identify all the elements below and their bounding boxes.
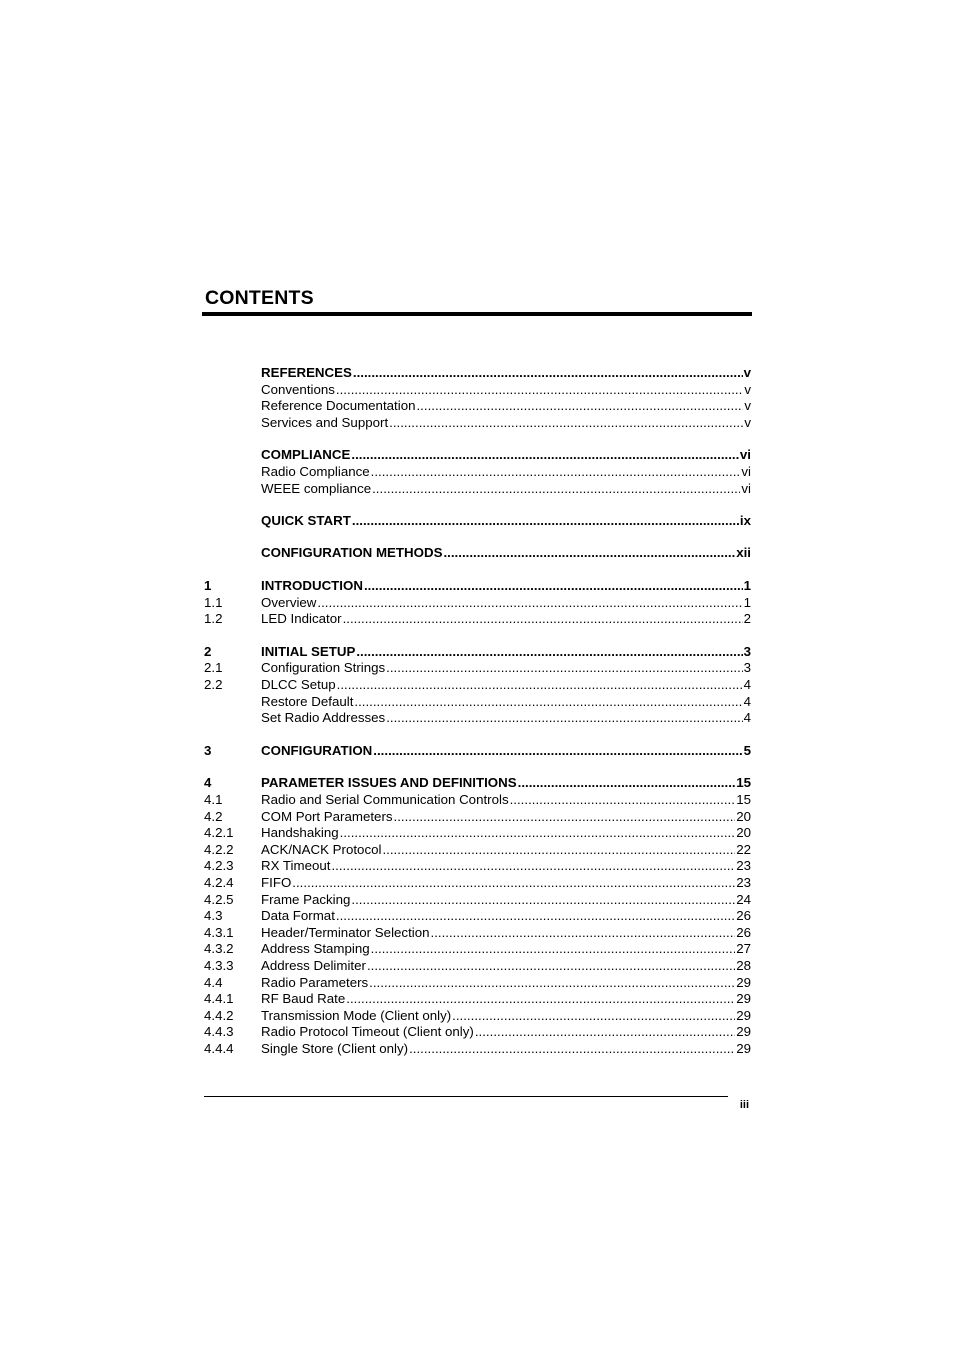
toc-page-number: 4 xyxy=(743,677,751,692)
toc-entry[interactable] xyxy=(204,874,751,891)
toc-entry[interactable] xyxy=(204,693,751,710)
toc-entry[interactable] xyxy=(204,974,751,991)
toc-dot-leader xyxy=(364,577,743,594)
toc-dot-leader xyxy=(336,381,743,398)
toc-entry-line xyxy=(261,577,751,594)
toc-entry-title: Radio Compliance xyxy=(261,464,370,479)
page-title: CONTENTS xyxy=(205,287,314,309)
toc-entry[interactable] xyxy=(204,742,751,759)
toc-entry-title: Header/Terminator Selection xyxy=(261,925,430,940)
toc-dot-leader xyxy=(373,742,742,759)
toc-entry[interactable] xyxy=(204,907,751,924)
toc-section-number: 4.2.4 xyxy=(204,875,234,890)
title-rule xyxy=(202,312,752,316)
toc-dot-leader xyxy=(431,924,736,941)
toc-dot-leader xyxy=(416,397,743,414)
toc-dot-leader xyxy=(331,857,735,874)
toc-entry-title: WEEE compliance xyxy=(261,481,372,496)
toc-entry[interactable] xyxy=(204,940,751,957)
toc-dot-leader xyxy=(382,841,735,858)
toc-entry-title: Frame Packing xyxy=(261,892,351,907)
toc-entry-title: Transmission Mode (Client only) xyxy=(261,1008,452,1023)
toc-entry-title: Radio Parameters xyxy=(261,975,369,990)
toc-entry-line xyxy=(261,874,751,891)
toc-dot-leader xyxy=(386,659,742,676)
toc-entry-title: Address Delimiter xyxy=(261,958,366,973)
toc-entry-title: Address Stamping xyxy=(261,941,370,956)
toc-section-number: 2.1 xyxy=(204,660,223,675)
toc-dot-leader xyxy=(518,774,736,791)
toc-section-number: 4.3.2 xyxy=(204,941,234,956)
toc-entry[interactable] xyxy=(204,544,751,561)
toc-dot-leader xyxy=(346,990,735,1007)
toc-entry-line xyxy=(261,742,751,759)
toc-entry[interactable] xyxy=(204,594,751,611)
toc-entry-title: RF Baud Rate xyxy=(261,991,346,1006)
toc-entry-line xyxy=(261,1023,751,1040)
toc-entry[interactable] xyxy=(204,381,751,398)
toc-entry[interactable] xyxy=(204,577,751,594)
toc-page-number: 29 xyxy=(736,1008,751,1023)
toc-entry-line xyxy=(261,907,751,924)
toc-page-number: ix xyxy=(739,513,751,528)
toc-entry-title: Data Format xyxy=(261,908,335,923)
toc-dot-leader xyxy=(292,874,735,891)
toc-entry-title: PARAMETER ISSUES AND DEFINITIONS xyxy=(261,775,517,790)
toc-entry-line xyxy=(261,791,751,808)
toc-page-number: vi xyxy=(741,464,751,479)
toc-entry-line xyxy=(261,463,751,480)
toc-entry-title: INTRODUCTION xyxy=(261,578,363,593)
toc-page-number: 1 xyxy=(743,595,751,610)
toc-dot-leader xyxy=(510,791,736,808)
toc-section-number: 1.2 xyxy=(204,611,223,626)
toc-section-number: 4.3.1 xyxy=(204,925,234,940)
footer-page-number: iii xyxy=(739,1099,749,1111)
toc-entry-title: DLCC Setup xyxy=(261,677,336,692)
toc-entry-line xyxy=(261,808,751,825)
toc-entry-line xyxy=(261,990,751,1007)
toc-page-number: 3 xyxy=(743,660,751,675)
toc-entry[interactable] xyxy=(204,446,751,463)
toc-entry-line xyxy=(261,957,751,974)
toc-entry[interactable] xyxy=(204,643,751,660)
toc-section-number: 4.4.1 xyxy=(204,991,234,1006)
toc-page-number: 23 xyxy=(736,858,751,873)
toc-entry[interactable] xyxy=(204,414,751,431)
toc-entry-title: ACK/NACK Protocol xyxy=(261,842,382,857)
toc-entry-title: INITIAL SETUP xyxy=(261,644,356,659)
toc-dot-leader xyxy=(386,709,742,726)
toc-dot-leader xyxy=(443,544,735,561)
toc-entry[interactable] xyxy=(204,463,751,480)
toc-dot-leader xyxy=(409,1040,735,1057)
toc-dot-leader xyxy=(351,446,739,463)
toc-page-number: v xyxy=(744,398,751,413)
toc-entry-title: CONFIGURATION xyxy=(261,743,373,758)
toc-entry[interactable] xyxy=(204,824,751,841)
toc-dot-leader xyxy=(351,891,735,908)
toc-section-number: 4.2.3 xyxy=(204,858,234,873)
toc-page-number: 20 xyxy=(736,809,751,824)
toc-section-number: 4.4.4 xyxy=(204,1041,234,1056)
toc-entry[interactable] xyxy=(204,1040,751,1057)
toc-entry-line xyxy=(261,381,751,398)
toc-entry-title: Single Store (Client only) xyxy=(261,1041,409,1056)
toc-page-number: v xyxy=(744,382,751,397)
toc-dot-leader xyxy=(371,463,741,480)
toc-entry[interactable] xyxy=(204,774,751,791)
toc-entry-line xyxy=(261,676,751,693)
toc-entry-line xyxy=(261,446,751,463)
toc-page-number: 4 xyxy=(743,710,751,725)
toc-entry-line xyxy=(261,414,751,431)
toc-entry-title: FIFO xyxy=(261,875,292,890)
toc-entry-line xyxy=(261,924,751,941)
toc-entry-title: REFERENCES xyxy=(261,365,352,380)
toc-entry-line xyxy=(261,659,751,676)
toc-entry-title: COMPLIANCE xyxy=(261,447,351,462)
toc-entry[interactable] xyxy=(204,891,751,908)
toc-page-number: 4 xyxy=(743,694,751,709)
toc-page-number: 5 xyxy=(743,743,751,758)
toc-dot-leader xyxy=(354,693,742,710)
toc-entry-line xyxy=(261,709,751,726)
toc-entry[interactable] xyxy=(204,480,751,497)
toc-section-number: 4.3.3 xyxy=(204,958,234,973)
toc-dot-leader xyxy=(389,414,743,431)
toc-page-number: 23 xyxy=(736,875,751,890)
toc-entry[interactable] xyxy=(204,659,751,676)
toc-section-number: 1.1 xyxy=(204,595,223,610)
toc-entry-line xyxy=(261,841,751,858)
toc-page-number: 29 xyxy=(736,975,751,990)
toc-entry-line xyxy=(261,643,751,660)
toc-entry[interactable] xyxy=(204,990,751,1007)
toc-entry-line xyxy=(261,1040,751,1057)
toc-page-number: 15 xyxy=(736,775,751,790)
toc-dot-leader xyxy=(356,643,742,660)
toc-section-number: 2 xyxy=(204,644,212,659)
footer-rule xyxy=(204,1096,728,1097)
toc-entry-line xyxy=(261,857,751,874)
toc-section-number: 4.2.5 xyxy=(204,892,234,907)
toc-entry-line xyxy=(261,397,751,414)
toc-section-number: 4.3 xyxy=(204,908,223,923)
toc-dot-leader xyxy=(317,594,742,611)
toc-entry[interactable] xyxy=(204,676,751,693)
toc-page-number: 20 xyxy=(736,825,751,840)
toc-entry[interactable] xyxy=(204,924,751,941)
toc-dot-leader xyxy=(369,974,735,991)
toc-page-number: 29 xyxy=(736,991,751,1006)
toc-section-number: 4.4 xyxy=(204,975,223,990)
toc-section-number: 4.1 xyxy=(204,792,223,807)
toc-page-number: 3 xyxy=(743,644,751,659)
toc-page-number: 27 xyxy=(736,941,751,956)
toc-entry-line xyxy=(261,774,751,791)
toc-entry-line xyxy=(261,544,751,561)
toc-page-number: 26 xyxy=(736,925,751,940)
toc-entry-line xyxy=(261,974,751,991)
toc-entry-title: Reference Documentation xyxy=(261,398,416,413)
toc-entry[interactable] xyxy=(204,397,751,414)
toc-entry[interactable] xyxy=(204,841,751,858)
toc-dot-leader xyxy=(367,957,735,974)
toc-dot-leader xyxy=(337,676,743,693)
toc-entry-title: Overview xyxy=(261,595,317,610)
toc-entry[interactable] xyxy=(204,1007,751,1024)
toc-entry-line xyxy=(261,594,751,611)
toc-entry[interactable] xyxy=(204,957,751,974)
toc-page-number: 2 xyxy=(743,611,751,626)
toc-section-number: 4.2 xyxy=(204,809,223,824)
toc-section-number: 4.4.3 xyxy=(204,1024,234,1039)
toc-entry-title: COM Port Parameters xyxy=(261,809,393,824)
toc-entry-title: Restore Default xyxy=(261,694,354,709)
toc-entry[interactable] xyxy=(204,857,751,874)
toc-entry[interactable] xyxy=(204,610,751,627)
toc-entry-line xyxy=(261,512,751,529)
toc-dot-leader xyxy=(452,1007,735,1024)
toc-section-number: 4.2.2 xyxy=(204,842,234,857)
toc-entry-title: Radio Protocol Timeout (Client only) xyxy=(261,1024,474,1039)
toc-page-number: vi xyxy=(739,447,751,462)
toc-entry-line xyxy=(261,480,751,497)
toc-dot-leader xyxy=(336,907,735,924)
toc-entry-title: Conventions xyxy=(261,382,335,397)
toc-page-number: xii xyxy=(736,545,751,560)
toc-section-number: 2.2 xyxy=(204,677,223,692)
toc-page-number: v xyxy=(743,365,751,380)
toc-page-number: 29 xyxy=(736,1041,751,1056)
toc-dot-leader xyxy=(343,610,743,627)
toc-page-number: 28 xyxy=(736,958,751,973)
toc-page-number: vi xyxy=(741,481,751,496)
toc-page-number: 15 xyxy=(736,792,751,807)
toc-section-number: 1 xyxy=(204,578,212,593)
toc-section-number: 4.2.1 xyxy=(204,825,234,840)
toc-section-number: 4.4.2 xyxy=(204,1008,234,1023)
toc-entry-title: LED Indicator xyxy=(261,611,342,626)
toc-entry-line xyxy=(261,824,751,841)
toc-page-number: 24 xyxy=(736,892,751,907)
toc-entry-title: RX Timeout xyxy=(261,858,331,873)
toc-entry[interactable] xyxy=(204,1023,751,1040)
toc-entry-title: Radio and Serial Communication Controls xyxy=(261,792,509,807)
toc-entry[interactable] xyxy=(204,791,751,808)
toc-page-number: 22 xyxy=(736,842,751,857)
toc-entry-line xyxy=(261,364,751,381)
toc-entry[interactable] xyxy=(204,512,751,529)
toc-entry-line xyxy=(261,610,751,627)
toc-entry[interactable] xyxy=(204,364,751,381)
toc-entry-title: Handshaking xyxy=(261,825,339,840)
toc-page-number: 26 xyxy=(736,908,751,923)
toc-dot-leader xyxy=(394,808,736,825)
toc-entry[interactable] xyxy=(204,709,751,726)
toc-dot-leader xyxy=(475,1023,735,1040)
toc-entry-line xyxy=(261,940,751,957)
toc-dot-leader xyxy=(372,480,740,497)
toc-dot-leader xyxy=(340,824,736,841)
toc-entry-title: Configuration Strings xyxy=(261,660,386,675)
toc-dot-leader xyxy=(353,364,743,381)
toc-entry-title: QUICK START xyxy=(261,513,351,528)
toc-page-number: 1 xyxy=(743,578,751,593)
toc-entry-line xyxy=(261,693,751,710)
toc-entry-line xyxy=(261,891,751,908)
toc-section-number: 3 xyxy=(204,743,212,758)
toc-entry-title: CONFIGURATION METHODS xyxy=(261,545,443,560)
toc-entry[interactable] xyxy=(204,808,751,825)
toc-dot-leader xyxy=(371,940,736,957)
toc-section-number: 4 xyxy=(204,775,212,790)
toc-dot-leader xyxy=(352,512,739,529)
toc-entry-title: Services and Support xyxy=(261,415,389,430)
toc-page-number: 29 xyxy=(736,1024,751,1039)
toc-entry-line xyxy=(261,1007,751,1024)
toc-entry-title: Set Radio Addresses xyxy=(261,710,386,725)
toc-page-number: v xyxy=(744,415,751,430)
